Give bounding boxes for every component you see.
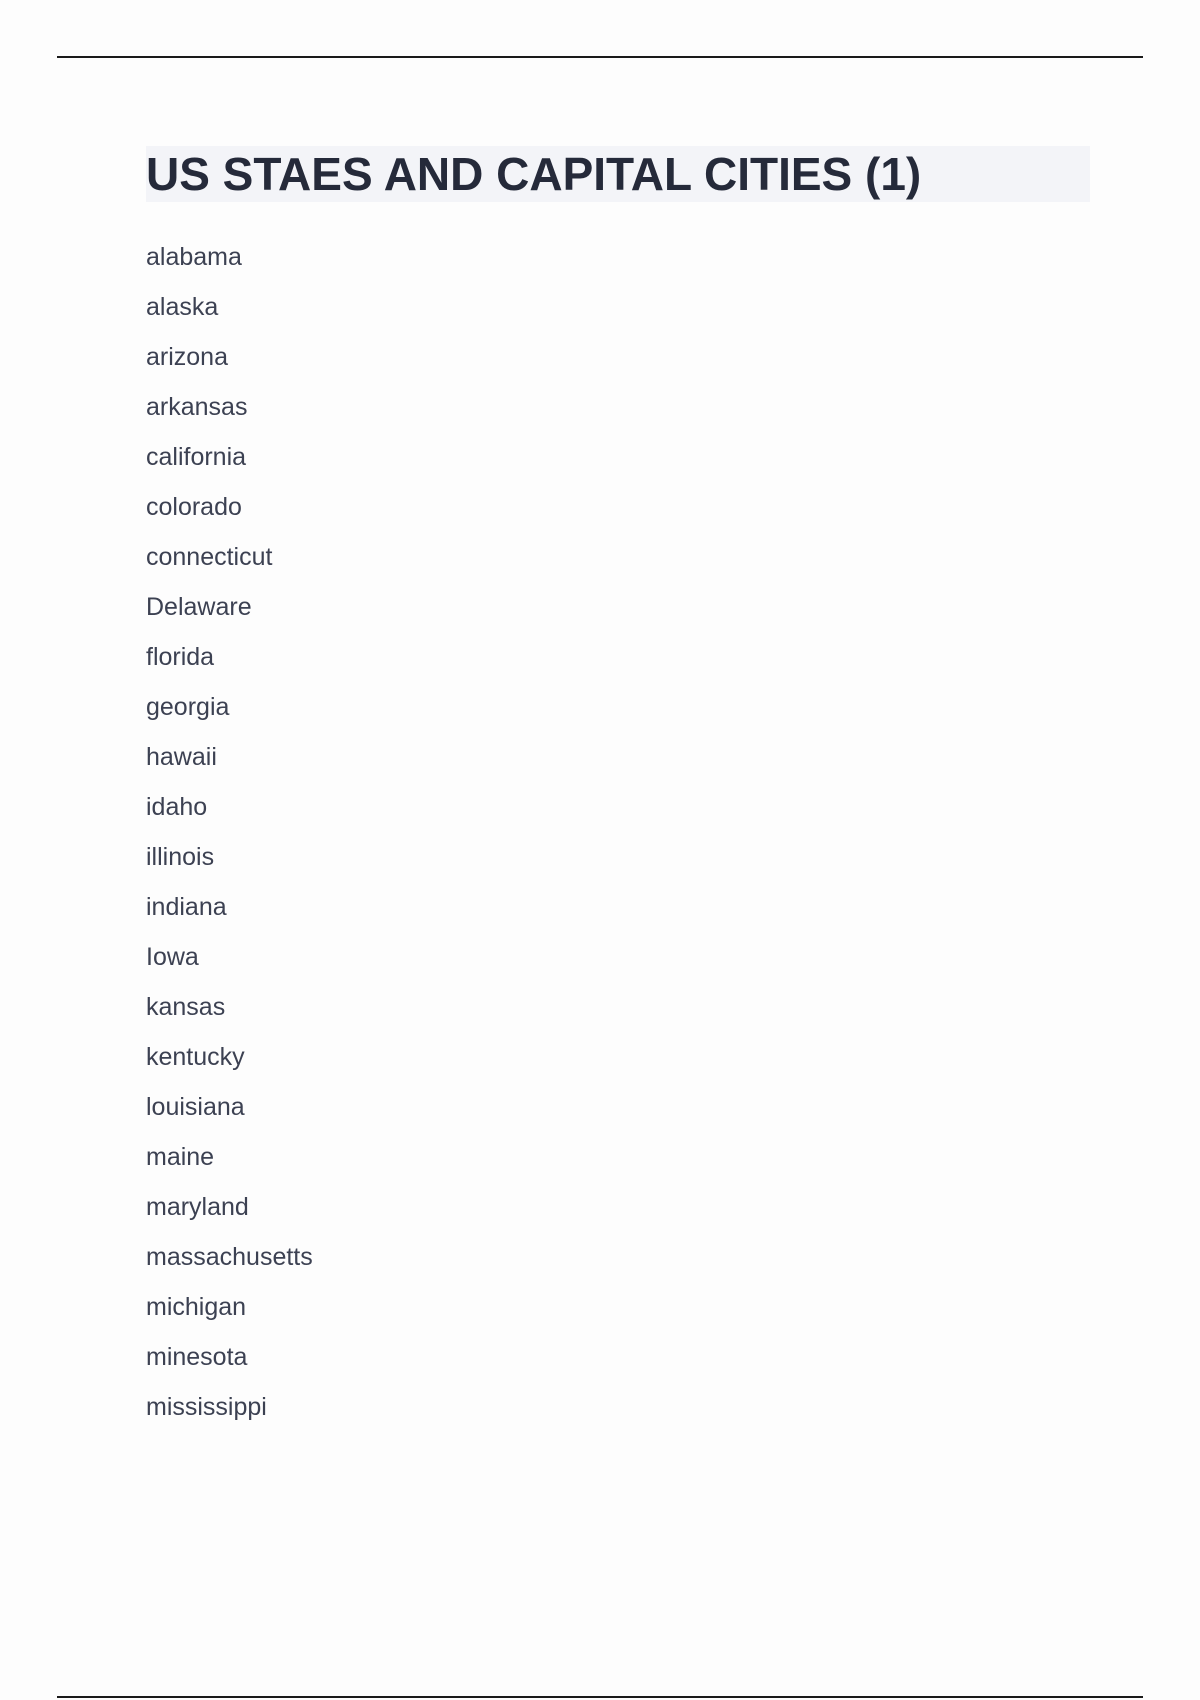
list-item: illinois xyxy=(146,843,215,871)
title-band xyxy=(146,146,1090,202)
list-item: arizona xyxy=(146,343,228,371)
list-item: connecticut xyxy=(146,543,273,571)
list-item: michigan xyxy=(146,1293,247,1321)
list-item: hawaii xyxy=(146,743,217,771)
bottom-rule xyxy=(57,1696,1143,1698)
list-item: maine xyxy=(146,1143,215,1171)
document-content xyxy=(146,146,1090,1421)
list-item: louisiana xyxy=(146,1093,245,1121)
state-list xyxy=(146,242,313,1442)
list-item: minesota xyxy=(146,1343,248,1371)
list-item: Delaware xyxy=(146,593,252,621)
list-item: idaho xyxy=(146,793,208,821)
list-item: arkansas xyxy=(146,393,248,421)
list-item: alaska xyxy=(146,293,219,321)
list-item: colorado xyxy=(146,493,242,521)
list-item: alabama xyxy=(146,243,242,271)
list-item: massachusetts xyxy=(146,1243,313,1271)
list-item: indiana xyxy=(146,893,227,921)
list-item: kansas xyxy=(146,993,226,1021)
list-item: georgia xyxy=(146,693,230,721)
list-item: Iowa xyxy=(146,943,199,971)
list-item: maryland xyxy=(146,1193,249,1221)
list-item: california xyxy=(146,443,247,471)
list-item: mississippi xyxy=(146,1393,267,1421)
list-item: florida xyxy=(146,643,215,671)
list-item: kentucky xyxy=(146,1043,245,1071)
page-title: US STAES AND CAPITAL CITIES (1) xyxy=(146,148,922,200)
top-rule xyxy=(57,56,1143,58)
